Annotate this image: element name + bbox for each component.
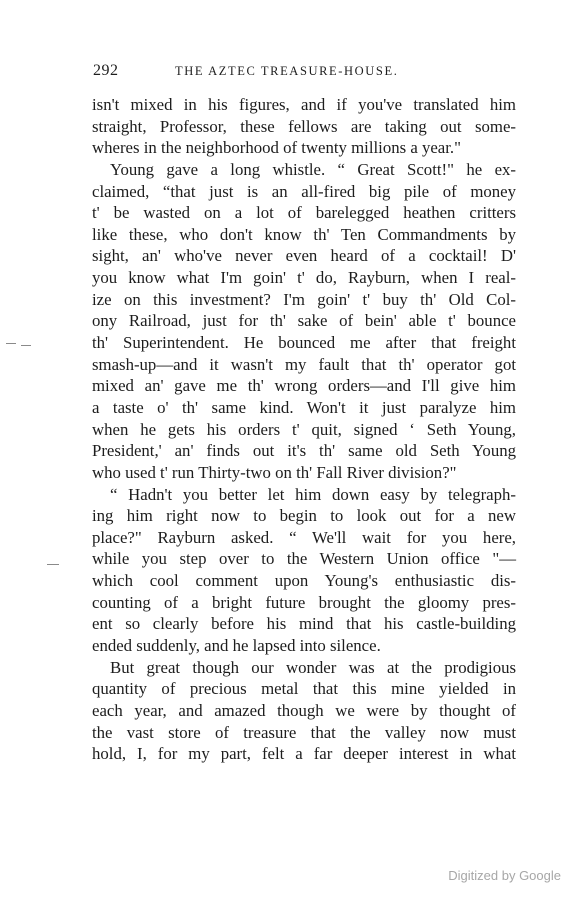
text-line: while you step over to the Western Union office "— [92,549,516,569]
page-header [93,62,515,84]
margin-mark [21,345,31,346]
text-line: straight, Professor, these fellows are taking out some- [92,116,516,136]
text-line: ony Railroad, just for th' sake of bein' able t' bounce [92,311,516,331]
text-line: which cool comment upon Young's enthusiastic dis- [92,571,516,591]
text-line: “ Hadn't you better let him down easy by telegraph- [110,484,516,504]
text-line: when he gets his orders t' quit, signed ‘ Seth Young, [92,419,516,439]
text-line: claimed, “that just is an all-fired big pile of money [92,181,516,201]
text-line: counting of a bright future brought the gloomy pres- [92,592,516,612]
watermark: Digitized by Google [448,868,561,883]
text-line: ent so clearly before his mind that his castle-building [92,614,516,634]
page-number: 292 [93,62,119,79]
text-line: place?" Rayburn asked. “ We'll wait for you here, [92,527,516,547]
running-title: THE AZTEC TREASURE-HOUSE. [175,64,399,78]
text-line: who used t' run Thirty-two on th' Fall River division?" [92,462,457,482]
text-line: ing him right now to begin to look out for a new [92,506,516,526]
text-line: a taste o' th' same kind. Won't it just paralyze him [92,397,516,417]
text-line: the vast store of treasure that the valley now must [92,722,516,742]
body-text [92,94,516,765]
text-line: each year, and amazed though we were by thought of [92,700,516,720]
text-line: But great though our wonder was at the prodigious [110,657,516,677]
text-line: President,' an' finds out it's th' same old Seth Young [92,441,516,461]
text-line: ended suddenly, and he lapsed into silence. [92,636,381,656]
text-line: sight, an' who've never even heard of a cocktail! D' [92,246,516,266]
text-line: isn't mixed in his figures, and if you've translated him [92,95,516,114]
text-line: you know what I'm goin' t' do, Rayburn, when I real- [92,268,516,288]
text-line: quantity of precious metal that this mine yielded in [92,679,516,699]
margin-mark [6,343,16,344]
text-line: smash-up—and it wasn't my fault that th' operator got [92,354,516,374]
text-line: ize on this investment? I'm goin' t' buy th' Old Col- [92,289,516,309]
text-line: Young gave a long whistle. “ Great Scott!" he ex- [110,159,516,179]
text-line: hold, I, for my part, felt a far deeper interest in what [92,744,516,764]
text-line: mixed an' gave me th' wrong orders—and I'll give him [92,376,516,396]
text-line: t' be wasted on a lot of barelegged heathen critters [92,203,516,223]
text-line: like these, who don't know th' Ten Commandments by [92,224,516,244]
text-line: wheres in the neighborhood of twenty millions a year." [92,138,461,158]
margin-mark [47,564,59,565]
text-line: th' Superintendent. He bounced me after that freight [92,333,516,353]
